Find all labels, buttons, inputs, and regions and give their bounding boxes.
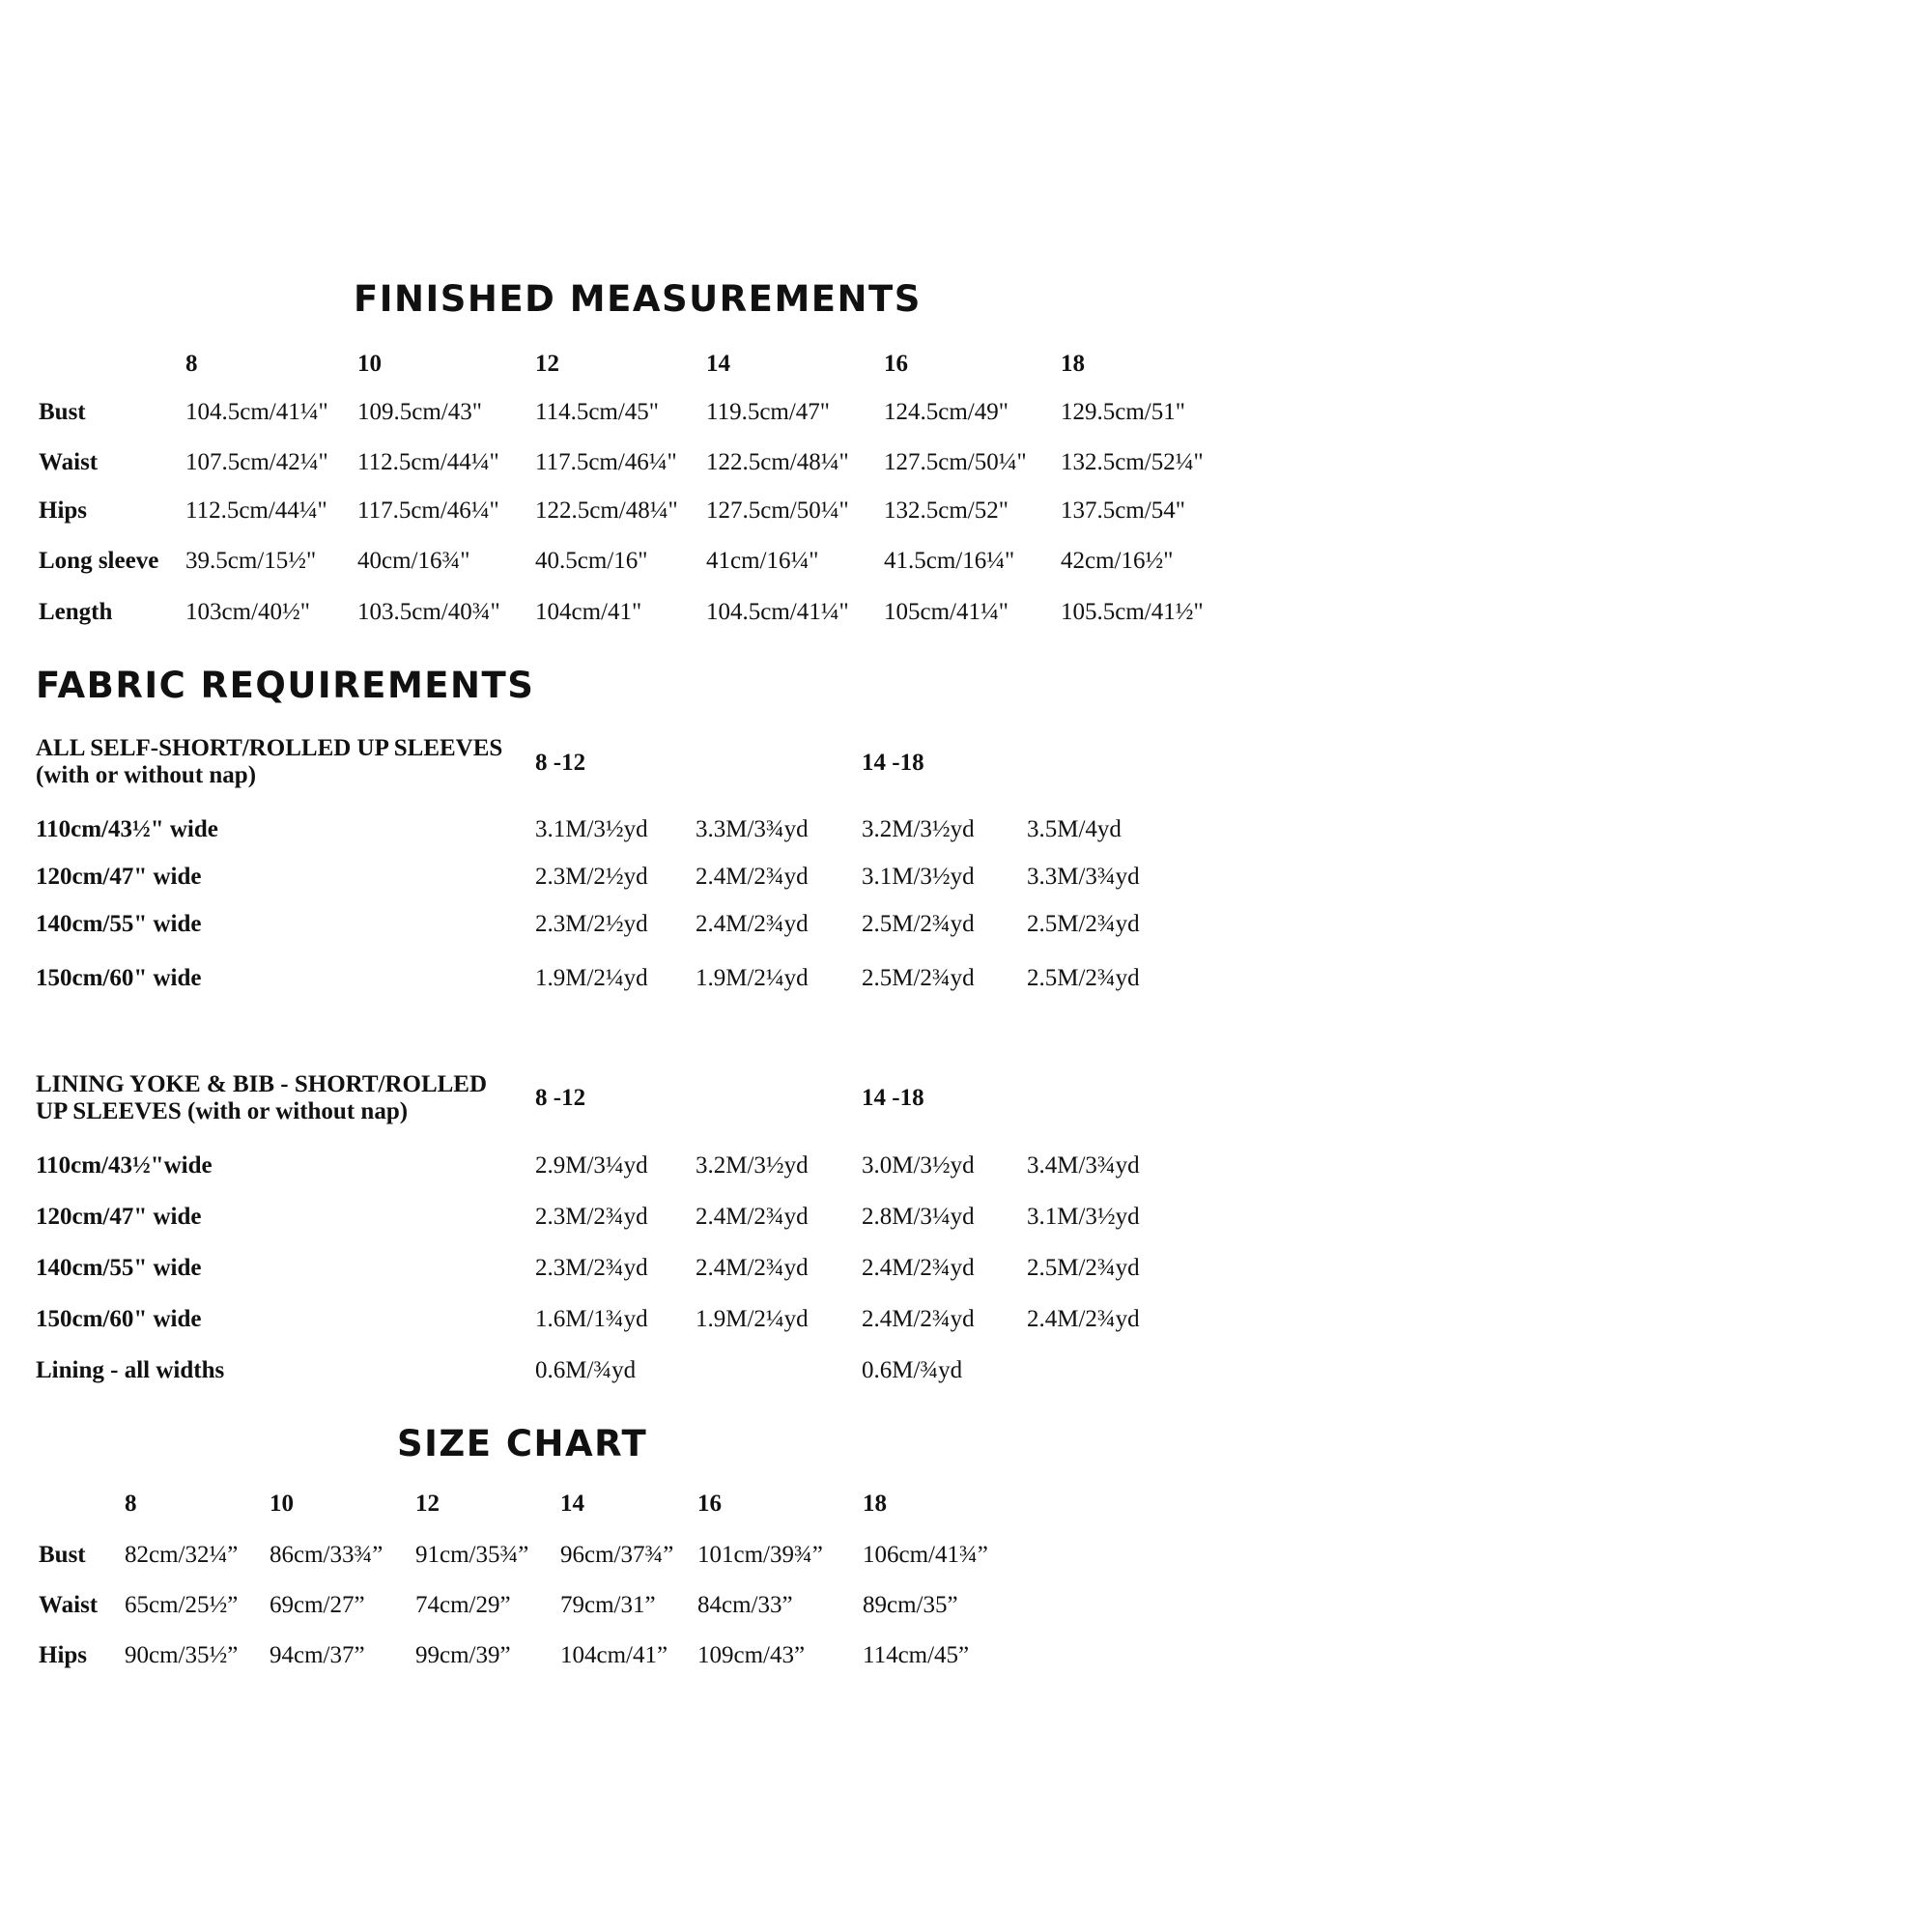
table-cell: 122.5cm/48¼" [535,497,678,524]
width-label: Lining - all widths [36,1357,225,1383]
table-cell: 112.5cm/44¼" [357,449,499,475]
table-cell: 96cm/37¾” [560,1542,674,1568]
table-cell: 103cm/40½" [185,599,310,625]
table-cell: 2.4M/2¾yd [696,1204,809,1230]
table-cell: 106cm/41¾” [863,1542,988,1568]
finished-measurements-heading: FINISHED MEASUREMENTS [354,278,922,320]
lining-section-subtitle: UP SLEEVES (with or without nap) [36,1098,409,1124]
size-header: 8 [125,1491,137,1517]
width-label: 120cm/47" wide [36,864,202,890]
table-cell: 91cm/35¾” [415,1542,529,1568]
size-header: 18 [1061,351,1085,377]
table-cell: 2.5M/2¾yd [862,911,975,937]
table-cell: 2.4M/2¾yd [862,1255,975,1281]
table-cell: 2.5M/2¾yd [862,965,975,991]
self-section-subtitle: (with or without nap) [36,762,257,788]
table-cell: 104.5cm/41¼" [185,399,328,425]
row-label: Bust [39,399,86,425]
table-cell: 105.5cm/41½" [1061,599,1204,625]
table-cell: 42cm/16½" [1061,548,1174,574]
width-label: 120cm/47" wide [36,1204,202,1230]
table-cell: 1.9M/2¼yd [535,965,648,991]
table-cell: 103.5cm/40¾" [357,599,500,625]
table-cell: 3.2M/3½yd [862,816,975,842]
table-cell: 105cm/41¼" [884,599,1009,625]
table-cell: 74cm/29” [415,1592,511,1618]
table-cell: 2.4M/2¾yd [1027,1306,1140,1332]
table-cell: 3.5M/4yd [1027,816,1122,842]
table-cell: 104cm/41" [535,599,642,625]
table-cell: 41cm/16¼" [706,548,819,574]
size-group-header: 8 -12 [535,1085,586,1111]
size-group-header: 14 -18 [862,750,924,776]
size-group-header: 8 -12 [535,750,586,776]
table-cell: 2.4M/2¾yd [696,1255,809,1281]
table-cell: 39.5cm/15½" [185,548,317,574]
row-label: Long sleeve [39,548,159,574]
table-cell: 1.9M/2¼yd [696,965,809,991]
table-cell: 89cm/35” [863,1592,958,1618]
size-header: 14 [560,1491,584,1517]
table-cell: 3.1M/3½yd [862,864,975,890]
table-cell: 2.4M/2¾yd [696,864,809,890]
table-cell: 2.3M/2¾yd [535,1204,648,1230]
table-cell: 129.5cm/51" [1061,399,1185,425]
width-label: 110cm/43½"wide [36,1152,213,1179]
table-cell: 101cm/39¾” [697,1542,823,1568]
width-label: 110cm/43½" wide [36,816,218,842]
fabric-requirements-heading: FABRIC REQUIREMENTS [36,665,535,706]
table-cell: 69cm/27” [270,1592,365,1618]
table-cell: 2.4M/2¾yd [862,1306,975,1332]
table-cell: 2.5M/2¾yd [1027,965,1140,991]
table-cell: 94cm/37” [270,1642,365,1668]
size-header: 8 [185,351,198,377]
size-chart-heading: SIZE CHART [397,1423,648,1464]
size-header: 16 [697,1491,722,1517]
size-group-header: 14 -18 [862,1085,924,1111]
row-label: Hips [39,1642,88,1668]
table-cell: 127.5cm/50¼" [884,449,1027,475]
table-cell: 127.5cm/50¼" [706,497,849,524]
size-header: 14 [706,351,730,377]
table-cell: 40.5cm/16" [535,548,648,574]
table-cell: 82cm/32¼” [125,1542,239,1568]
size-header: 10 [270,1491,294,1517]
table-cell: 2.5M/2¾yd [1027,911,1140,937]
row-label: Bust [39,1542,86,1568]
table-cell: 3.3M/3¾yd [696,816,809,842]
table-cell: 3.3M/3¾yd [1027,864,1140,890]
row-label: Hips [39,497,88,524]
size-header: 12 [535,351,559,377]
table-cell: 3.2M/3½yd [696,1152,809,1179]
table-cell: 3.4M/3¾yd [1027,1152,1140,1179]
table-cell: 117.5cm/46¼" [357,497,499,524]
table-cell: 124.5cm/49" [884,399,1009,425]
table-cell: 65cm/25½” [125,1592,239,1618]
table-cell: 0.6M/¾yd [535,1357,637,1383]
table-cell: 132.5cm/52¼" [1061,449,1204,475]
table-cell: 107.5cm/42¼" [185,449,328,475]
lining-section-title: LINING YOKE & BIB - SHORT/ROLLED [36,1071,488,1097]
row-label: Waist [39,1592,99,1618]
table-cell: 117.5cm/46¼" [535,449,677,475]
table-cell: 0.6M/¾yd [862,1357,963,1383]
table-cell: 84cm/33” [697,1592,793,1618]
table-cell: 3.0M/3½yd [862,1152,975,1179]
row-label: Waist [39,449,99,475]
table-cell: 79cm/31” [560,1592,656,1618]
table-cell: 104cm/41” [560,1642,668,1668]
self-section-title: ALL SELF-SHORT/ROLLED UP SLEEVES [36,735,503,761]
table-cell: 2.3M/2½yd [535,911,648,937]
table-cell: 2.3M/2½yd [535,864,648,890]
width-label: 150cm/60" wide [36,1306,202,1332]
table-cell: 132.5cm/52" [884,497,1009,524]
table-cell: 99cm/39” [415,1642,511,1668]
table-cell: 90cm/35½” [125,1642,239,1668]
table-cell: 2.4M/2¾yd [696,911,809,937]
table-cell: 40cm/16¾" [357,548,470,574]
width-label: 140cm/55" wide [36,1255,202,1281]
table-cell: 2.3M/2¾yd [535,1255,648,1281]
table-cell: 119.5cm/47" [706,399,831,425]
size-header: 16 [884,351,908,377]
table-cell: 104.5cm/41¼" [706,599,849,625]
table-cell: 109cm/43” [697,1642,806,1668]
table-cell: 137.5cm/54" [1061,497,1185,524]
width-label: 150cm/60" wide [36,965,202,991]
table-cell: 122.5cm/48¼" [706,449,849,475]
table-cell: 86cm/33¾” [270,1542,384,1568]
table-cell: 3.1M/3½yd [1027,1204,1140,1230]
size-header: 10 [357,351,382,377]
table-cell: 114.5cm/45" [535,399,660,425]
size-header: 12 [415,1491,440,1517]
row-label: Length [39,599,113,625]
table-cell: 112.5cm/44¼" [185,497,327,524]
table-cell: 2.8M/3¼yd [862,1204,975,1230]
table-cell: 2.5M/2¾yd [1027,1255,1140,1281]
table-cell: 41.5cm/16¼" [884,548,1015,574]
table-cell: 3.1M/3½yd [535,816,648,842]
table-cell: 1.9M/2¼yd [696,1306,809,1332]
size-header: 18 [863,1491,887,1517]
width-label: 140cm/55" wide [36,911,202,937]
table-cell: 1.6M/1¾yd [535,1306,648,1332]
table-cell: 109.5cm/43" [357,399,482,425]
table-cell: 2.9M/3¼yd [535,1152,648,1179]
table-cell: 114cm/45” [863,1642,970,1668]
